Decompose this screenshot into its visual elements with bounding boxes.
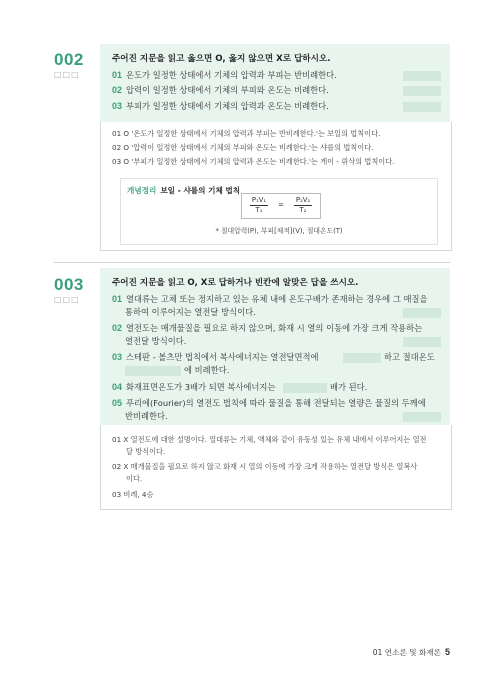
item-text-continued: 반비례한다. <box>125 411 168 421</box>
explanation-line: 01 O '온도가 일정한 상태에서 기체의 압력과 부피는 반비례한다.'는 보일의 법칙이다. <box>112 129 381 138</box>
formula-note: * 절대압력(P), 부피[체적](V), 절대온도(T) <box>215 227 343 235</box>
question-prompt: 주어진 지문을 읽고 O, X로 답하거나 빈칸에 알맞은 답을 쓰시오. <box>112 278 359 288</box>
item-text-continued: 배가 된다. <box>330 382 368 392</box>
item-text-continued: 에 비례한다. <box>184 365 230 375</box>
answer-blank[interactable] <box>403 102 441 112</box>
answer-blank[interactable] <box>403 337 441 347</box>
answer-blank[interactable] <box>403 71 441 81</box>
explanation-line: 01 X 열전도에 대한 설명이다. 열대류는 기체, 액체와 같이 유동성 있는 유체 내에서 이루어지는 열전 <box>112 435 427 444</box>
formula-left-numerator: P₁V₁ <box>251 196 267 204</box>
item-text-continued: 열전달 방식이다. <box>125 336 187 346</box>
page-number: 5 <box>444 647 450 657</box>
concept-tag-label: 개념정리 <box>127 186 157 195</box>
question-number: 003 <box>54 275 84 294</box>
item-text: 스테판 - 볼츠만 법칙에서 복사에너지는 열전달면적에 <box>126 352 319 362</box>
question-item <box>112 293 428 305</box>
page-footer <box>373 647 450 658</box>
question-prompt: 주어진 지문을 읽고 옳으면 O, 옳지 않으면 X로 답하시오. <box>112 54 331 64</box>
item-text: 푸리에(Fourier)의 열전도 법칙에 따라 물질을 통해 전달되는 열량은 물질의 두께에 <box>126 398 426 408</box>
answer-blank[interactable] <box>125 366 181 376</box>
item-number: 02 <box>112 323 123 333</box>
chapter-title: 01 연소론 및 화재론 <box>372 648 441 657</box>
question-item <box>112 381 275 393</box>
explanation-line: 02 O '압력이 일정한 상태에서 기체의 부피와 온도는 비례한다.'는 샤를의 법칙이다. <box>112 143 374 152</box>
item-number: 05 <box>112 398 123 408</box>
question-item <box>112 351 319 363</box>
concept-title: 보일 - 샤를의 기체 법칙 <box>160 186 241 195</box>
item-number: 03 <box>112 352 123 362</box>
concept-tag <box>127 185 240 196</box>
question-item <box>112 84 329 96</box>
review-checkboxes[interactable]: □□□ <box>54 295 80 304</box>
item-text-continued: 통하여 이루어지는 열전달 방식이다. <box>125 307 256 317</box>
answer-blank[interactable] <box>343 353 381 363</box>
explanation-line: 03 O '부피가 일정한 상태에서 기체의 압력과 온도는 비례한다.'는 게이 - 뤼삭의 법칙이다. <box>112 157 395 166</box>
formula-right-numerator: P₂V₂ <box>295 196 311 204</box>
explanation-line: 달 방식이다. <box>126 447 166 456</box>
explanation-line: 03 비례, 4승 <box>112 490 154 499</box>
item-text: 화재표면온도가 3배가 되면 복사에너지는 <box>126 382 276 392</box>
formula-right-denominator: T₂ <box>299 206 307 214</box>
question-number: 002 <box>54 50 84 69</box>
item-text-continued: 하고 절대온도 <box>384 352 435 362</box>
answer-blank[interactable] <box>403 412 441 422</box>
answer-blank[interactable] <box>283 383 327 393</box>
item-text: 압력이 일정한 상태에서 기체의 부피와 온도는 비례한다. <box>126 85 329 95</box>
item-text: 온도가 일정한 상태에서 기체의 압력과 부피는 반비례한다. <box>126 70 337 80</box>
question-item <box>112 69 337 81</box>
formula-equals: = <box>278 201 284 209</box>
formula-box <box>241 193 321 219</box>
explanation-line: 이다. <box>126 474 143 483</box>
item-number: 01 <box>112 70 123 80</box>
item-number: 03 <box>112 101 123 111</box>
explanation-line: 02 X 매개물질을 필요로 하지 않고 화재 시 열의 이동에 가장 크게 작용하는 열전달 방식은 열복사 <box>112 462 418 471</box>
item-text: 열대류는 고체 또는 정지하고 있는 유체 내에 온도구배가 존재하는 경우에 그 매질을 <box>126 294 428 304</box>
section-divider <box>54 262 450 263</box>
item-text: 부피가 일정한 상태에서 기체의 압력과 온도는 비례한다. <box>126 101 329 111</box>
item-text: 열전도는 매개물질을 필요로 하지 않으며, 화재 시 열의 이동에 가장 크게 작용하는 <box>126 323 423 333</box>
item-number: 02 <box>112 85 123 95</box>
review-checkboxes[interactable]: □□□ <box>54 70 80 79</box>
answer-blank[interactable] <box>403 86 441 96</box>
question-item <box>112 397 426 409</box>
question-item <box>112 100 329 112</box>
item-number: 04 <box>112 382 123 392</box>
question-item <box>112 322 422 334</box>
answer-blank[interactable] <box>403 308 441 318</box>
formula-left-denominator: T₁ <box>255 206 263 214</box>
concept-summary-box <box>120 178 438 245</box>
item-number: 01 <box>112 294 123 304</box>
